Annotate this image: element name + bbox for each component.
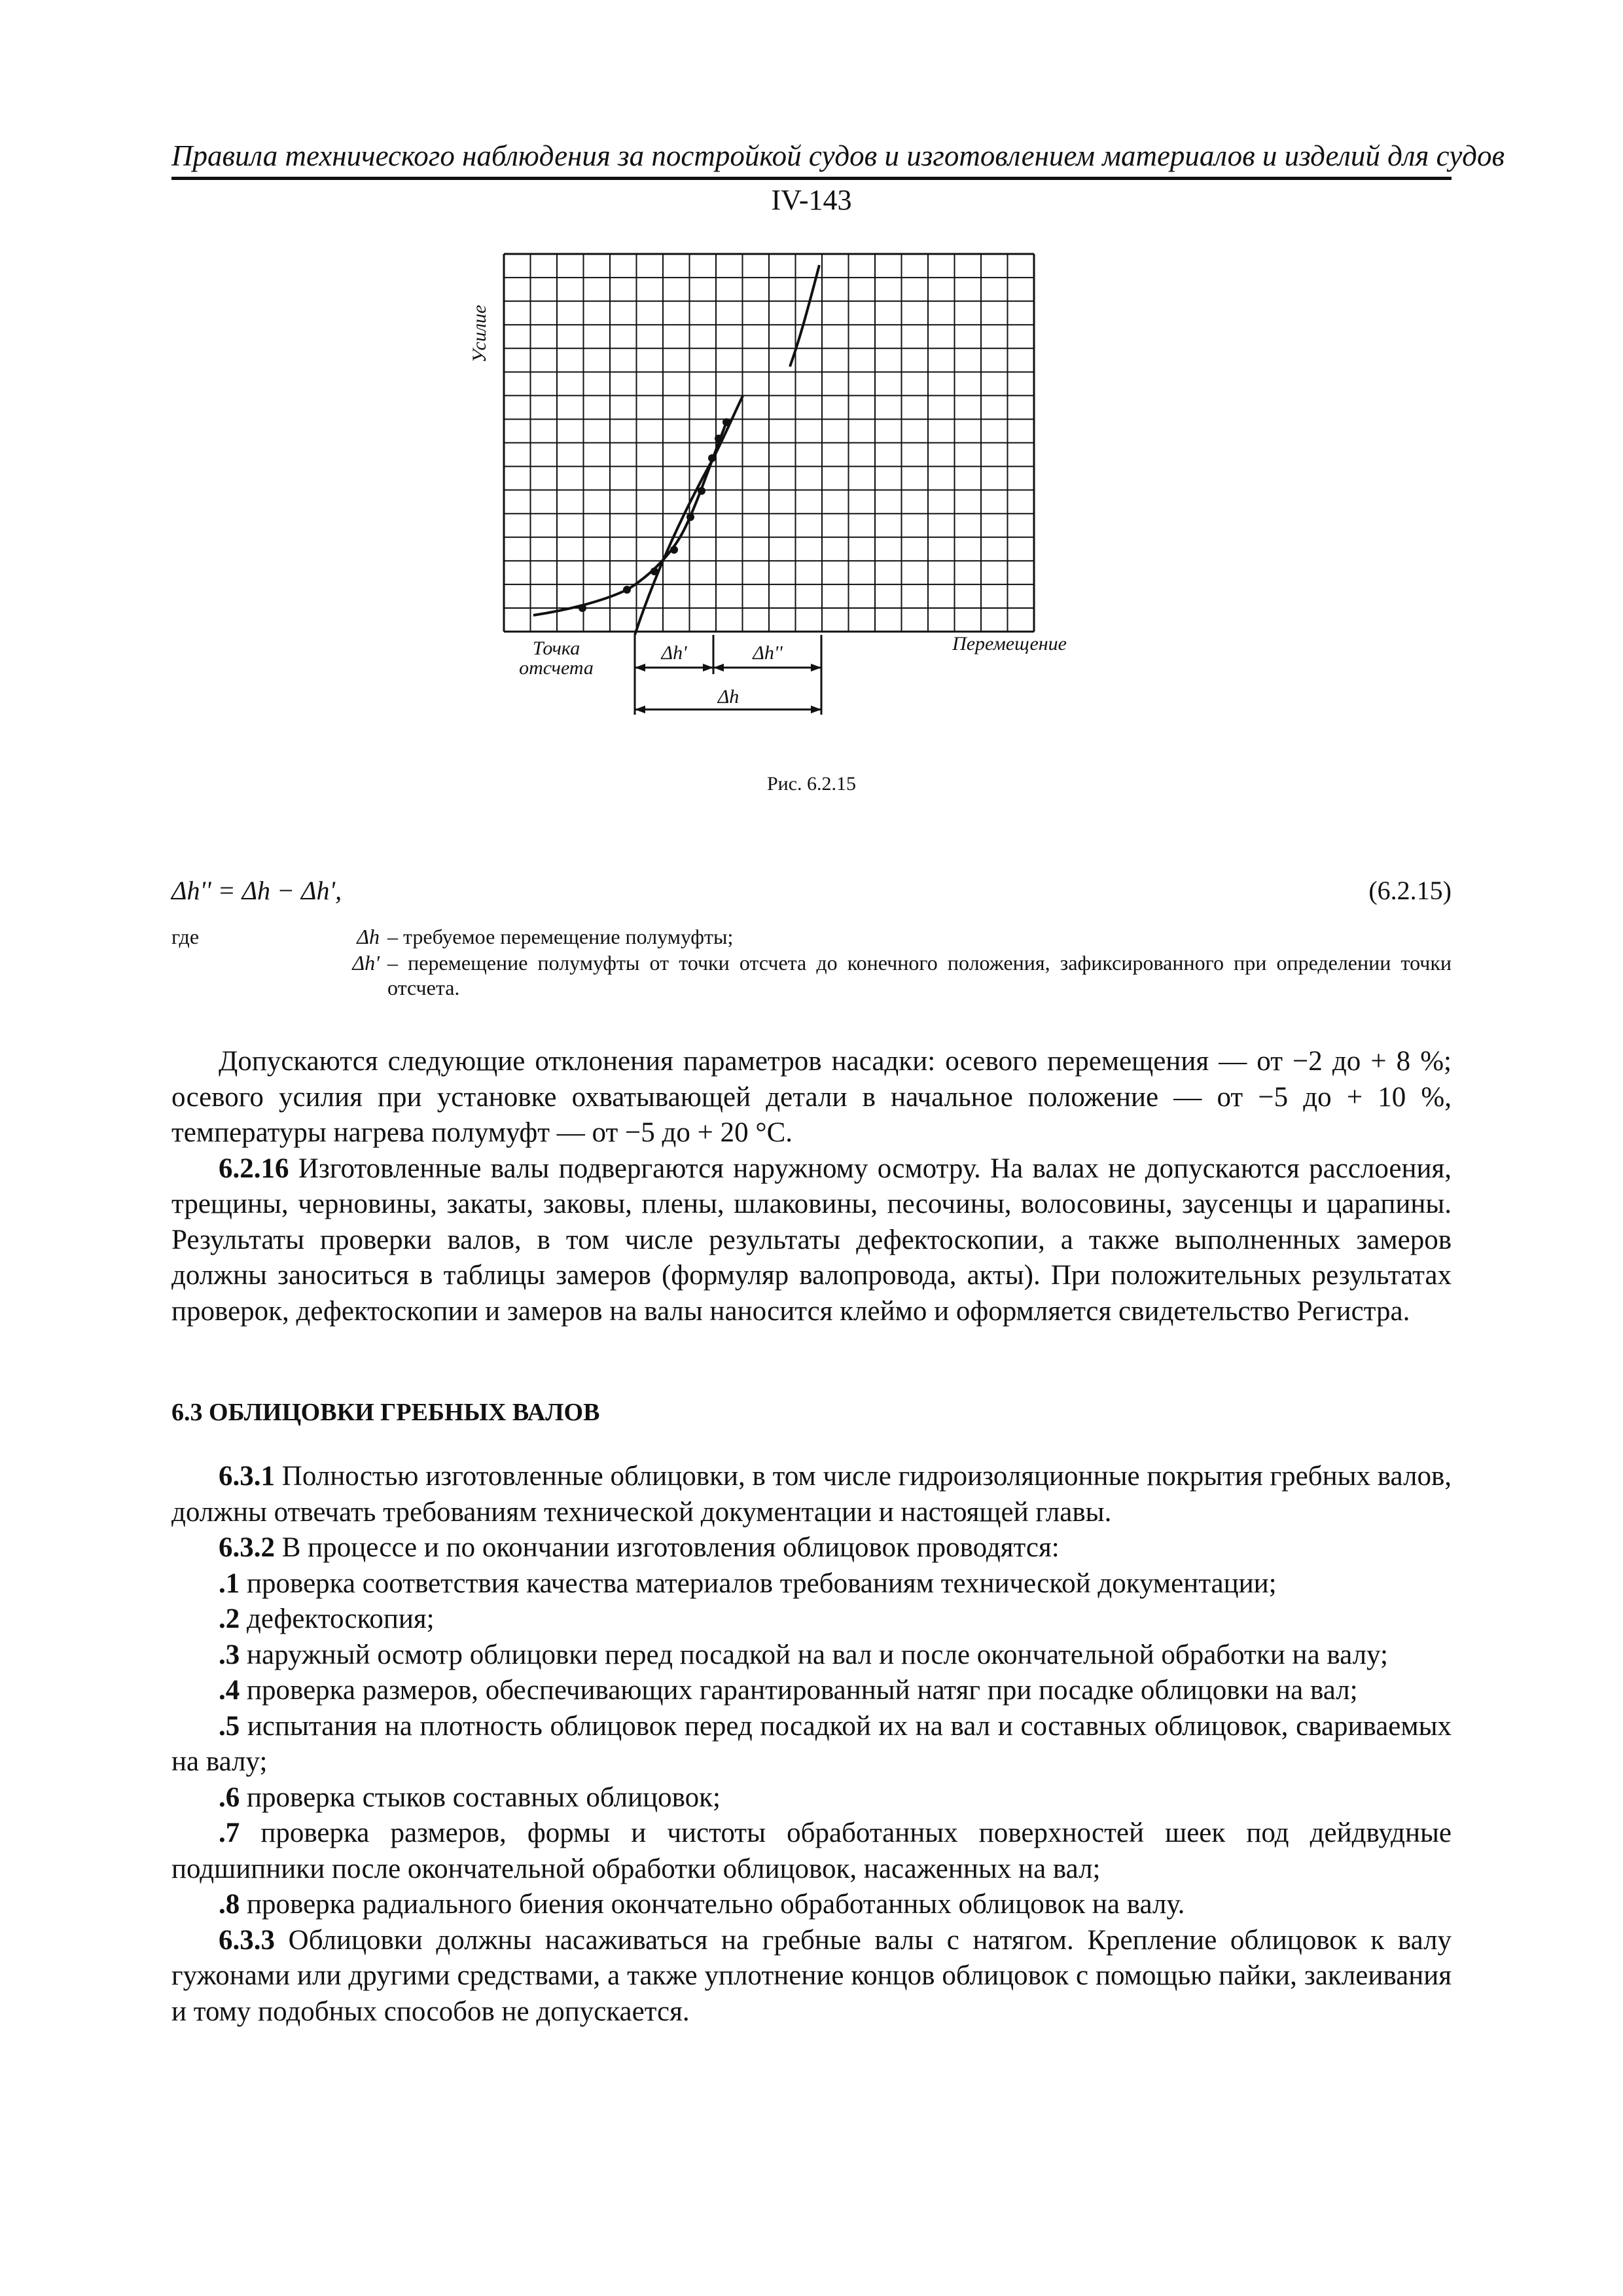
figure-caption: Рис. 6.2.15 [766, 773, 857, 795]
list-item-text: наружный осмотр облицовки перед посадкой на вал и после окончательной обработки на валу; [240, 1639, 1388, 1670]
dim-label-h-prime: Δh' [661, 642, 687, 664]
measurement-point [623, 586, 631, 594]
grid [504, 254, 1034, 632]
list-item [171, 1887, 1452, 1923]
force-curve-upper [790, 265, 819, 367]
dim-label-h: Δh [717, 686, 740, 708]
list-item-text: проверка размеров, формы и чистоты обработанных поверхностей шеек под дейдвудные подшипники после окончательной обработки облицовок, насаженных на вал; [171, 1818, 1452, 1884]
list-item-number: .4 [219, 1675, 240, 1706]
page-number: IV-143 [771, 184, 852, 216]
clause-number: 6.3.2 [219, 1532, 275, 1563]
list-item-text: проверка соответствия качества материалов требованиям технической документации; [240, 1568, 1277, 1599]
list-item [171, 1566, 1452, 1602]
header-rule [171, 177, 1452, 180]
clause-text: Облицовки должны насаживаться на гребные валы с натягом. Крепление облицовок к валу гужонами или другими средствами, а также уплотнение концов облицовок с помощью пайки, заклеивания и тому подобных способов не допускается. [171, 1924, 1452, 2027]
definitions-where: где [171, 925, 200, 948]
definition-symbol: Δh [357, 925, 380, 948]
clause-text: В процессе и по окончании изготовления облицовок проводятся: [275, 1532, 1060, 1563]
list-item-text: проверка радиального биения окончательно обработанных облицовок на валу. [240, 1889, 1185, 1920]
list-item-number: .6 [219, 1782, 240, 1813]
measurement-point [715, 435, 722, 442]
list-item [171, 1638, 1452, 1674]
clause-number: 6.2.16 [219, 1153, 289, 1184]
list-item [171, 1780, 1452, 1816]
measurement-point [722, 418, 730, 426]
clause-number: 6.3.1 [219, 1461, 275, 1492]
spacer [171, 1430, 1452, 1459]
list-item [171, 1816, 1452, 1887]
list-item-number: .1 [219, 1568, 240, 1599]
paragraph-6-3-2 [171, 1530, 1452, 1566]
formula-expression: Δh'' = Δh − Δh', [171, 876, 342, 905]
list-item-text: дефектоскопия; [240, 1604, 435, 1634]
measurement-point [687, 513, 694, 521]
list-item [171, 1602, 1452, 1638]
figure-6-2-15 [458, 242, 1113, 740]
clause-text: Полностью изготовленные облицовки, в том числе гидроизоляционные покрытия гребных валов, должны отвечать требованиям технической документации и настоящей главы. [171, 1461, 1452, 1528]
clause-text: Изготовленные валы подвергаются наружному осмотру. На валах не допускаются расслоения, трещины, черновины, закаты, заковы, плены, шлаковины, песочины, волосовины, заусенцы и царапины. Результаты проверки валов, в том числе результаты дефектоскопии, а также выполненных замеров должны заноситься в таблицы замеров (формуляр валопровода, акты). При положительных результатах проверок, дефектоскопии и замеров на валы наносится клеймо и оформляется свидетельство Регистра. [171, 1153, 1452, 1327]
dim-label-h-double-prime: Δh'' [753, 642, 783, 664]
list-item-number: .7 [219, 1818, 240, 1848]
definition-text: – перемещение полумуфты от точки отсчета до конечного положения, зафиксированного при определении точки отсчета. [387, 951, 1452, 999]
reference-point-label-1: Точка [532, 637, 580, 659]
measurement-point [579, 604, 586, 612]
formula-number: (6.2.15) [1368, 876, 1452, 905]
list-item-text: проверка стыков составных облицовок; [240, 1782, 721, 1813]
measurement-point [670, 546, 678, 554]
measurement-point [708, 454, 716, 462]
list-item-number: .2 [219, 1604, 240, 1634]
list-item-text: проверка размеров, обеспечивающих гарантированный натяг при посадке облицовки на вал; [240, 1675, 1358, 1706]
definition-text: – требуемое перемещение полумуфты; [387, 925, 734, 948]
force-displacement-graph [458, 242, 1113, 740]
list-item-number: .3 [219, 1639, 240, 1670]
running-head: Правила технического наблюдения за постройкой судов и изготовлением материалов и изделий для судов [171, 139, 1505, 172]
paragraph-6-3-3 [171, 1923, 1452, 2030]
paragraph-6-3-1 [171, 1459, 1452, 1530]
body-text [171, 1044, 1452, 2030]
reference-point-label-2: отсчета [519, 657, 594, 679]
list-item-number: .8 [219, 1889, 240, 1920]
paragraph-6-2-16 [171, 1151, 1452, 1330]
section-title: 6.3 ОБЛИЦОВКИ ГРЕБНЫХ ВАЛОВ [171, 1399, 600, 1426]
list-item [171, 1673, 1452, 1709]
x-axis-label: Перемещение [952, 633, 1067, 655]
force-curve-lower [533, 422, 726, 615]
list-item-number: .5 [219, 1710, 240, 1742]
clause-number: 6.3.3 [219, 1924, 275, 1956]
definition-symbol: Δh' [352, 951, 380, 975]
list-item-text: испытания на плотность облицовок перед посадкой их на вал и составных облицовок, свариваемых на валу; [171, 1710, 1452, 1777]
y-axis-label: Усилие [469, 304, 490, 363]
paragraph-tolerances: Допускаются следующие отклонения параметров насадки: осевого перемещения — от −2 до + 8 %; осевого усилия при установке охватывающей детали в начальное положение — от −5 до + 10 %, температуры нагрева полумуфт — от −5 до + 20 °С. [171, 1046, 1452, 1148]
measurement-point [651, 567, 658, 575]
list-item [171, 1709, 1452, 1780]
measurement-point [698, 487, 705, 495]
spacer [171, 1329, 1452, 1395]
